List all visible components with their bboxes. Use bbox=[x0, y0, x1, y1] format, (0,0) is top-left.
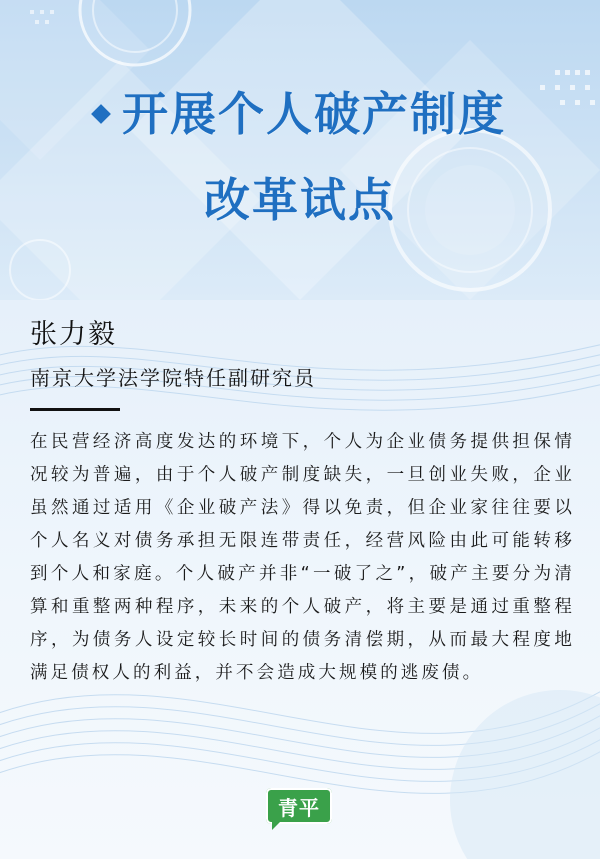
body-paragraph: 在民营经济高度发达的环境下，个人为企业债务提供担保情况较为普遍，由于个人破产制度缺失，一旦创业失败，企业虽然通过适用《企业破产法》得以免责，但企业家往往要以个人名义对债务承担无限连带责任，经营风险由此可能转移到个人和家庭。个人破产并非“一破了之”，破产主要分为清算和重整两种程序，未来的个人破产，将主要是通过重整程序，为债务人设定较长时间的债务清偿期，从而最大程度地满足债权人的利益，并不会造成大规模的逃废债。 bbox=[30, 432, 575, 683]
qingping-logo: 青平 bbox=[266, 788, 332, 824]
title-text-1: 开展个人破产制度 bbox=[122, 87, 506, 141]
page-title-line-1 bbox=[0, 78, 600, 144]
top-banner bbox=[0, 0, 600, 300]
author-name: 张力毅 bbox=[30, 319, 117, 350]
divider bbox=[30, 408, 120, 411]
author-affiliation: 南京大学法学院特任副研究员 bbox=[30, 366, 316, 390]
logo-speech-tail-icon bbox=[272, 822, 280, 830]
diamond-bullet-icon bbox=[91, 104, 111, 124]
banner-decoration bbox=[0, 0, 600, 300]
page-title-line-2: 改革试点 bbox=[204, 173, 396, 227]
